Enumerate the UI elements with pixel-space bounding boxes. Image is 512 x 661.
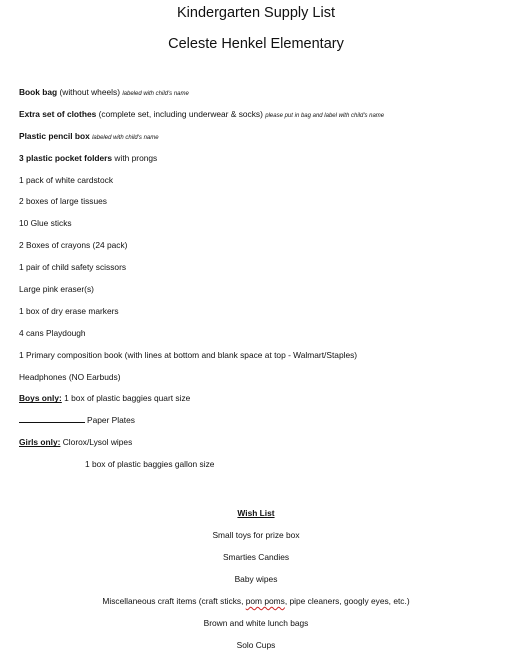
item-text: with prongs [112,152,158,163]
boys-paper-plates-line [19,414,507,436]
spellcheck-word: pom poms [245,596,285,606]
wish-item-toys: Small toys for prize box [212,530,300,540]
supply-item-tissues: 2 boxes of large tissues [19,196,107,207]
wish-item-baby-wipes: Baby wipes [234,574,278,584]
supply-item-scissors: 1 pair of child safety scissors [19,262,127,273]
wish-list [0,507,512,661]
boys-only-line [19,392,507,414]
wish-item-solo-cups: Solo Cups [236,640,276,650]
supply-list [19,86,507,480]
girls-baggies-line: 1 box of plastic baggies gallon size [85,459,215,470]
item-note: labeled with child's name [122,91,189,97]
supply-item-eraser: Large pink eraser(s) [19,284,94,295]
boys-item-plates: Paper Plates [87,415,135,426]
item-text: (complete set, including underwear & socks) [96,108,266,119]
supply-item-markers: 1 box of dry erase markers [19,305,119,316]
girls-only-line [19,436,507,458]
wish-item-craft [0,595,512,617]
item-note: labeled with child's name [92,134,159,141]
supply-item-clothes [19,108,507,130]
wish-list-title: Wish List [237,508,275,518]
supply-item-headphones: Headphones (NO Earbuds) [19,371,121,382]
item-bold: Extra set of clothes [19,108,97,119]
supply-item-composition-book: 1 Primary composition book (with lines at bottom and blank space at top - Walmart/Staples) [19,349,358,360]
item-bold: Book bag [19,87,58,97]
item-bold: Plastic pencil box [19,130,90,141]
supply-item-playdough: 4 cans Playdough [19,327,86,338]
craft-text-post: , pipe cleaners, googly eyes, etc.) [284,596,410,606]
boys-only-label: Boys only: [19,393,62,404]
wish-item-smarties: Smarties Candies [222,552,290,562]
blank-line [19,414,85,423]
wish-item-lunch-bags: Brown and white lunch bags [203,618,309,628]
page-title: Kindergarten Supply List [177,5,335,21]
supply-item-glue-sticks: 10 Glue sticks [19,218,72,229]
supply-item-crayons: 2 Boxes of crayons (24 pack) [19,240,128,251]
supply-item-book-bag [19,86,507,108]
school-name: Celeste Henkel Elementary [168,36,344,52]
item-bold: 3 plastic pocket folders [19,152,113,163]
girls-item-wipes: Clorox/Lysol wipes [60,437,133,448]
supply-item-folders [19,152,507,174]
item-text: (without wheels) [57,87,123,97]
girls-only-label: Girls only: [19,437,61,448]
item-note: please put in bag and label with child's name [265,112,385,119]
boys-item-baggies: 1 box of plastic baggies quart size [61,393,191,404]
craft-text-pre: Miscellaneous craft items (craft sticks, [102,596,246,606]
wish-list-title-row [0,507,512,529]
supply-item-pencil-box [19,130,507,152]
supply-item-cardstock: 1 pack of white cardstock [19,174,114,185]
